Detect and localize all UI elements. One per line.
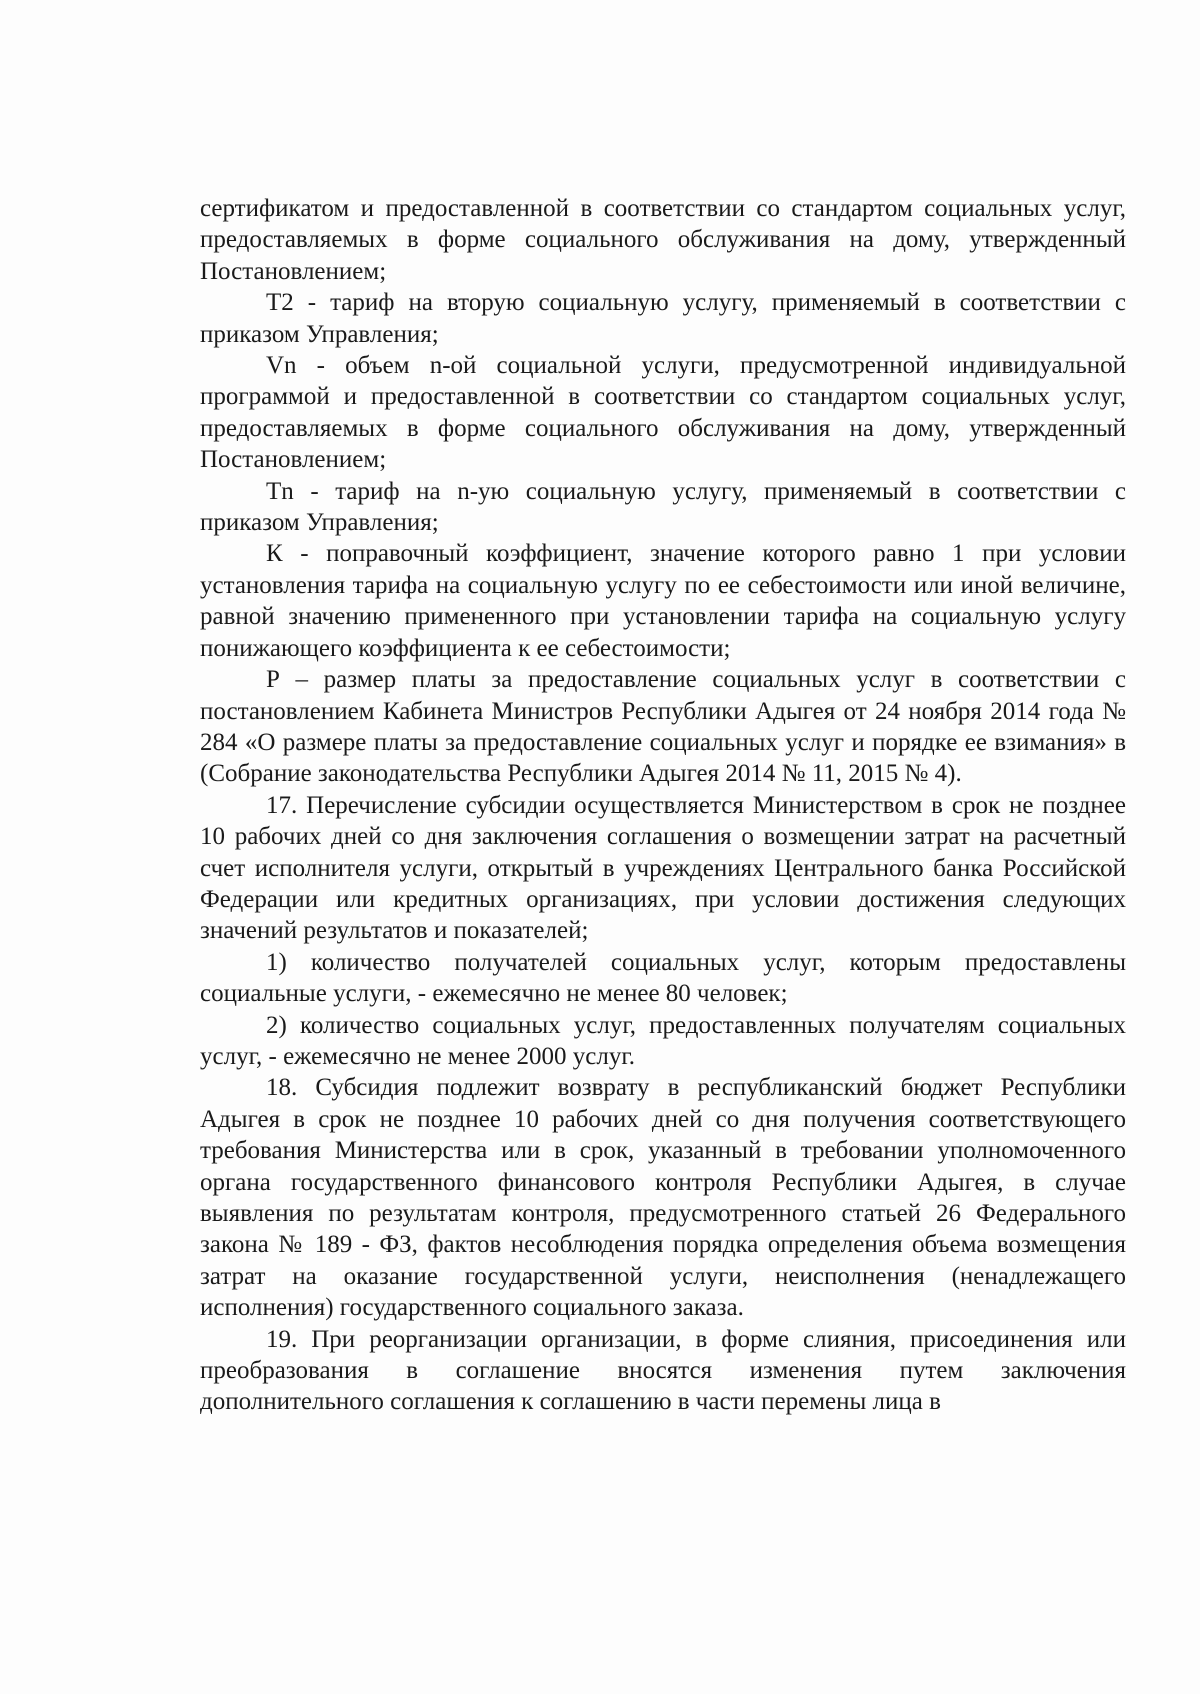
paragraph-item-19: 19. При реорганизации организации, в форме слияния, присоединения или преобразования в соглашение вносятся изменения путем заключения дополнительного соглашения к соглашению в части перемены лица в xyxy=(200,1325,1126,1416)
paragraph-continuation: сертификатом и предоставленной в соответствии со стандартом социальных услуг, предоставляемых в форме социального обслуживания на дому, утвержденный Постановлением; xyxy=(200,195,1126,285)
paragraph-k-definition: К - поправочный коэффициент, значение которого равно 1 при условии установления тарифа на социальную услугу по ее себестоимости или иной величине, равной значению примененного при установлении тарифа на социальную услугу понижающего коэффициента к ее себестоимости; xyxy=(200,540,1126,662)
paragraph-subitem-1: 1) количество получателей социальных услуг, которым предоставлены социальные услуги, - ежемесячно не менее 80 человек; xyxy=(200,948,1126,1008)
paragraph-vn-definition: Vn - объем n-ой социальной услуги, предусмотренной индивидуальной программой и предоставленной в соответствии со стандартом социальных услуг, предоставляемых в форме социального обслуживания на дому, утвержденный Постановлением; xyxy=(200,352,1126,474)
paragraph-p-definition: Р – размер платы за предоставление социальных услуг в соответствии с постановлением Кабинета Министров Республики Адыгея от 24 ноября 2014 года № 284 «О размере платы за предоставление социальных услуг и порядке ее взимания» в (Собрание законодательства Республики Адыгея 2014 № 11, 2015 № 4). xyxy=(200,666,1126,788)
paragraph-t2-definition: Т2 - тариф на вторую социальную услугу, применяемый в соответствии с приказом Управления; xyxy=(200,289,1126,348)
paragraph-item-18: 18. Субсидия подлежит возврату в республиканский бюджет Республики Адыгея в срок не позднее 10 рабочих дней со дня получения соответствующего требования Министерства или в срок, указанный в требовании уполномоченного органа государственного финансового контроля Республики Адыгея, в случае выявления по результатам контроля, предусмотренного статьей 26 Федерального закона № 189 - ФЗ, фактов несоблюдения порядка определения объема возмещения затрат на оказание государственной услуги, неисполнения (ненадлежащего исполнения) государственного социального заказа. xyxy=(200,1074,1126,1322)
paragraph-subitem-2: 2) количество социальных услуг, предоставленных получателям социальных услуг, - ежемесячно не менее 2000 услуг. xyxy=(200,1011,1126,1070)
paragraph-tn-definition: Тn - тариф на n-ую социальную услугу, применяемый в соответствии с приказом Управления; xyxy=(200,477,1126,537)
paragraph-item-17: 17. Перечисление субсидии осуществляется Министерством в срок не позднее 10 рабочих дней со дня заключения соглашения о возмещении затрат на расчетный счет исполнителя услуги, открытый в учреждениях Центрального банка Российской Федерации или кредитных организациях, при условии достижения следующих значений результатов и показателей; xyxy=(200,791,1126,945)
document-body xyxy=(200,193,1126,1418)
